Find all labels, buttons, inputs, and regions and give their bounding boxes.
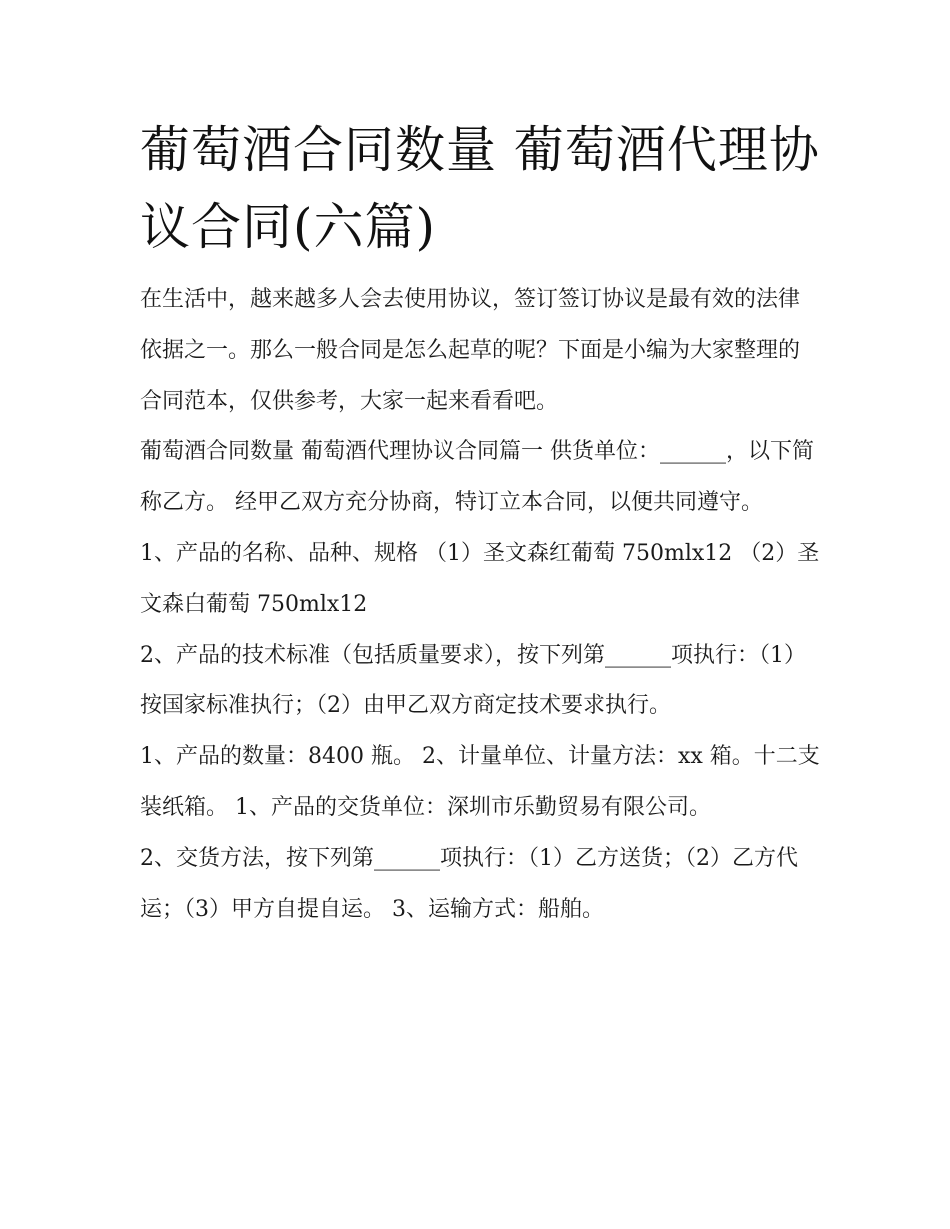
technical-standard-paragraph: 2、产品的技术标准（包括质量要求），按下列第______项执行：（1）按国家标准执行；（2）由甲乙双方商定技术要求执行。 bbox=[140, 642, 806, 719]
document-body bbox=[140, 275, 820, 935]
delivery-method-paragraph: 2、交货方法，按下列第______项执行：（1）乙方送货；（2）乙方代运；（3）甲方自提自运。 3、运输方式：船舶。 bbox=[140, 845, 798, 922]
quantity-paragraph: 1、产品的数量：8400 瓶。 2、计量单位、计量方法：xx 箱。十二支装纸箱。 1、产品的交货单位：深圳市乐勤贸易有限公司。 bbox=[140, 744, 820, 820]
contract-opening-paragraph: 葡萄酒合同数量 葡萄酒代理协议合同篇一 供货单位：______，以下简称乙方。 经甲乙双方充分协商，特订立本合同，以便共同遵守。 bbox=[140, 439, 814, 516]
product-name-paragraph: 1、产品的名称、品种、规格 （1）圣文森红葡萄 750mlx12 （2）圣文森白葡萄 750mlx12 bbox=[140, 540, 820, 617]
document-title: 葡萄酒合同数量 葡萄酒代理协议合同(六篇) bbox=[140, 121, 820, 256]
intro-paragraph: 在生活中，越来越多人会去使用协议，签订签订协议是最有效的法律依据之一。那么一般合同是怎么起草的呢？下面是小编为大家整理的合同范本，仅供参考，大家一起来看看吧。 bbox=[140, 287, 801, 414]
